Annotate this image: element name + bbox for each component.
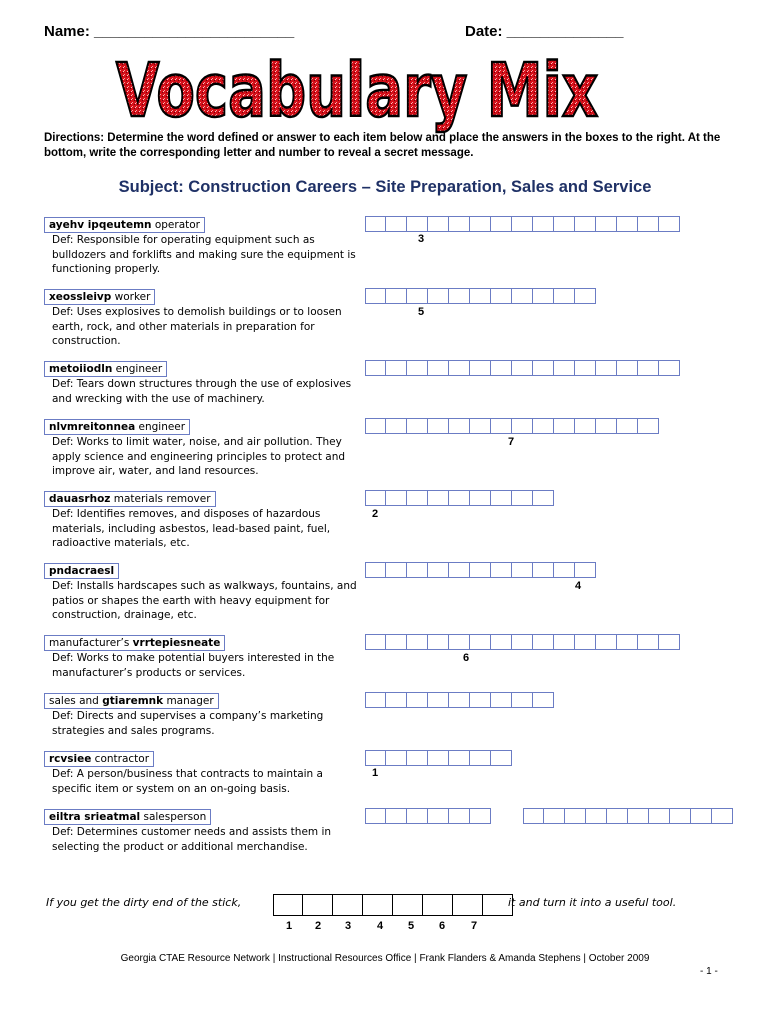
scrambled-word: dauasrhoz	[49, 493, 111, 505]
answer-boxes-8[interactable]	[365, 692, 554, 708]
clue-number: 4	[575, 580, 582, 592]
answer-boxes-3[interactable]	[365, 360, 680, 376]
clue-number: 3	[418, 233, 425, 245]
definition: Def: Determines customer needs and assists them in selecting the product or additional merchandise.	[52, 826, 332, 853]
scrambled-word: nlvmreitonnea	[49, 421, 136, 433]
clue-number: 5	[418, 306, 425, 318]
definition: Def: Works to make potential buyers interested in the manufacturer’s products or services.	[52, 652, 335, 679]
answer-boxes-5[interactable]	[365, 490, 554, 506]
answer-boxes-10b[interactable]	[523, 808, 733, 824]
answer-boxes-6[interactable]	[365, 562, 596, 578]
definition: Def: Tears down structures through the use of explosives and wrecking with the use of machinery.	[52, 378, 352, 405]
scrambled-word: gtiaremnk	[102, 695, 164, 707]
vocab-item-4: nlvmreitonnea engineer Def: Works to limit water, noise, and air pollution. They apply science and engineering principles to protect and improve air, water, and land resources.	[44, 419, 362, 479]
secret-num: 1	[286, 920, 293, 932]
vocab-item-5: dauasrhoz materials remover Def: Identifies removes, and disposes of hazardous materials, including asbestos, lead-based paint, fuel, radioactive materials, etc.	[44, 491, 362, 551]
vocab-item-2: xeossleivp worker Def: Uses explosives to demolish buildings or to loosen earth, rock, and other materials in preparation for construction.	[44, 289, 362, 349]
answer-boxes-4[interactable]	[365, 418, 659, 434]
clue-number: 1	[372, 767, 379, 779]
definition: Def: Identifies removes, and disposes of hazardous materials, including asbestos, lead-based paint, fuel, radioactive materials, etc.	[52, 508, 331, 549]
scrambled-word: ayehv ipqeutemn	[49, 219, 152, 231]
definition: Def: Directs and supervises a company’s marketing strategies and sales programs.	[52, 710, 324, 737]
footer: Georgia CTAE Resource Network | Instructional Resources Office | Frank Flanders & Amanda Stephens | October 2009	[120, 953, 650, 964]
clue-number: 7	[508, 436, 515, 448]
clue-number: 2	[372, 508, 379, 520]
scrambled-word: eiltra srieatmal	[49, 811, 141, 823]
definition: Def: A person/business that contracts to maintain a specific item or system on an on-going basis.	[52, 768, 323, 795]
page-number: - 1 -	[700, 966, 718, 977]
svg-text:Vocabulary Mix: Vocabulary Mix	[116, 48, 598, 134]
clue-number: 6	[463, 652, 470, 664]
scrambled-word: xeossleivp	[49, 291, 112, 303]
secret-num: 3	[345, 920, 352, 932]
secret-num: 5	[408, 920, 415, 932]
scrambled-word: metoiiodln	[49, 363, 113, 375]
scrambled-word: pndacraesl	[49, 565, 115, 577]
subject-title: Subject: Construction Careers – Site Preparation, Sales and Service	[118, 178, 652, 196]
date-field[interactable]: Date: ______________	[465, 23, 624, 40]
secret-after: it and turn it into a useful tool.	[508, 896, 677, 909]
secret-num: 2	[315, 920, 322, 932]
answer-boxes-7[interactable]	[365, 634, 680, 650]
answer-boxes-9[interactable]	[365, 750, 512, 766]
vocab-item-1: ayehv ipqeutemn operator Def: Responsible for operating equipment such as bulldozers and forklifts and making sure the equipment is functioning properly.	[44, 217, 362, 277]
vocab-item-6	[44, 563, 362, 623]
secret-before: If you get the dirty end of the stick,	[46, 896, 242, 909]
vocab-item-7: manufacturer’s vrrtepiesneate Def: Works to make potential buyers interested in the manufacturer’s products or services.	[44, 635, 362, 680]
definition: Def: Works to limit water, noise, and air pollution. They apply science and engineering principles to protect and improve air, water, and land resources.	[52, 436, 346, 477]
answer-boxes-10a[interactable]	[365, 808, 491, 824]
vocab-item-10: eiltra srieatmal salesperson Def: Determines customer needs and assists them in selecting the product or additional merchandise.	[44, 809, 362, 854]
vocab-item-8: sales and gtiaremnk manager Def: Directs and supervises a company’s marketing strategies and sales programs.	[44, 693, 362, 738]
definition: Def: Installs hardscapes such as walkways, fountains, and patios or shapes the earth with heavy equipment for construction, drainage, etc.	[52, 580, 357, 621]
definition: Def: Responsible for operating equipment such as bulldozers and forklifts and making sure the equipment is functioning properly.	[52, 234, 356, 275]
vocab-item-3: metoiiodln engineer Def: Tears down structures through the use of explosives and wrecking with the use of machinery.	[44, 361, 362, 406]
secret-num: 7	[471, 920, 478, 932]
secret-num: 4	[377, 920, 384, 932]
scrambled-word: rcvsiee	[49, 753, 92, 765]
answer-boxes-2[interactable]	[365, 288, 596, 304]
scrambled-word: vrrtepiesneate	[132, 637, 221, 649]
vocab-item-9: rcvsiee contractor Def: A person/business that contracts to maintain a specific item or system on an on-going basis.	[44, 751, 362, 796]
vocabulary-mix-logo	[112, 46, 604, 134]
secret-message-boxes[interactable]	[273, 894, 513, 916]
directions: Directions: Determine the word defined or answer to each item below and place the answers in the boxes to the right. At the bottom, write the corresponding letter and number to reveal a secret message.	[44, 132, 721, 159]
definition: Def: Uses explosives to demolish buildings or to loosen earth, rock, and other materials in preparation for construction.	[52, 306, 342, 347]
answer-boxes-1[interactable]	[365, 216, 680, 232]
name-field[interactable]: Name: ________________________	[44, 23, 295, 40]
secret-num: 6	[439, 920, 446, 932]
